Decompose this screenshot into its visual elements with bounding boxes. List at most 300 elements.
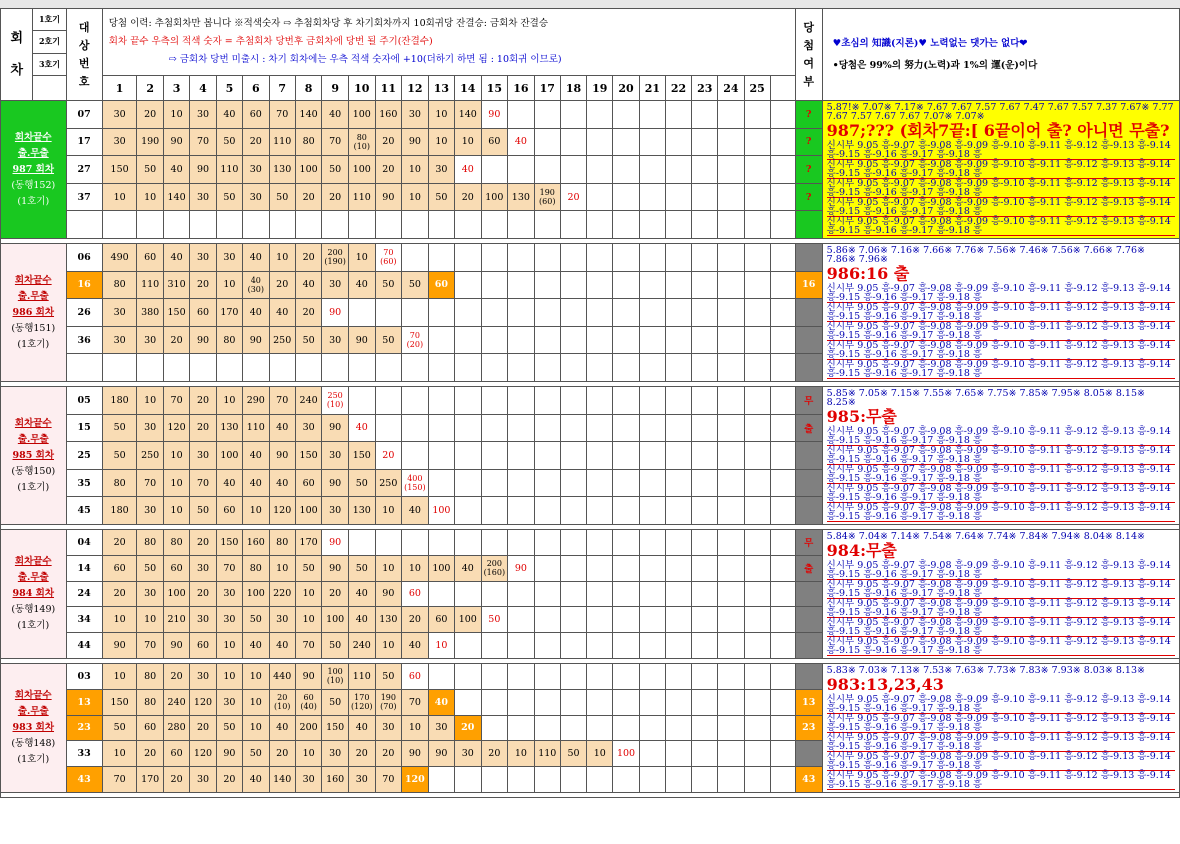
grid-cell: 30	[137, 497, 163, 525]
grid-cell: 180	[102, 497, 137, 525]
info-small-text: 5.86※ 7.06※ 7.16※ 7.66※ 7.76※ 7.56※ 7.46※ 7.56※ 7.66※ 7.76※ 7.86※ 7.96※	[826, 245, 1145, 265]
grid-cell: 50	[322, 689, 349, 715]
grid-cell-empty	[428, 469, 454, 497]
info-small-text: 5.83※ 7.03※ 7.13※ 7.53※ 7.63※ 7.73※ 7.83※ 7.93※ 8.03※ 8.13※	[826, 665, 1145, 676]
grid-cell: 60	[402, 664, 429, 690]
grid-cell: 30	[243, 156, 269, 184]
grid-cell-empty	[770, 387, 795, 415]
grid-cell-empty	[744, 497, 770, 525]
grid-cell-empty	[718, 414, 744, 442]
grid-cell	[402, 469, 429, 497]
grid-cell: 120	[190, 689, 216, 715]
grid-cell: 170	[137, 767, 163, 793]
grid-cell-empty	[692, 414, 718, 442]
grid-cell: 140	[163, 183, 189, 211]
grid-cell: 40	[295, 271, 321, 299]
grid-cell: 10	[428, 101, 454, 129]
grid-cell: 30	[190, 101, 216, 129]
grid-cell: 20	[190, 530, 216, 556]
grid-cell: 150	[216, 530, 242, 556]
grid-cell-empty	[718, 101, 744, 129]
grid-cell-empty	[770, 715, 795, 741]
info-line: 신시부 9.05 흥-9.07 흥-9.08 흥-9.09 흥-9.10 흥-9.11 흥-9.12 흥-9.13 흥-9.14 흥-9.15 흥-9.16 흥-9.17 흥-9.18 흥	[827, 341, 1175, 360]
header-note-1: 당첨 이력: 추첨회차만 봅니다 ※적색숫자 ⇨ 추첨회차당 후 차기회차까지 10회귀당 잔결승: 금회차 잔결승	[108, 18, 549, 29]
target-number-label-char: 상	[78, 38, 90, 52]
grid-cell-empty	[770, 354, 795, 382]
info-result: 983:13,23,43	[826, 675, 944, 694]
grid-cell: 50	[560, 741, 586, 767]
grid-cell-empty	[613, 442, 639, 470]
grid-cell: 20	[137, 741, 163, 767]
grid-cell-empty	[560, 442, 586, 470]
info-line: 신시부 9.05 흥-9.07 흥-9.08 흥-9.09 흥-9.10 흥-9.11 흥-9.12 흥-9.13 흥-9.14 흥-9.15 흥-9.16 흥-9.17 흥-9.18 흥	[827, 303, 1175, 322]
result-cell: ?	[795, 101, 822, 129]
target-number: 25	[66, 442, 102, 470]
grid-cell-empty	[692, 607, 718, 633]
target-number: 34	[66, 607, 102, 633]
info-line: 신시부 9.05 흥-9.07 흥-9.08 흥-9.09 흥-9.10 흥-9.11 흥-9.12 흥-9.13 흥-9.14 흥-9.15 흥-9.16 흥-9.17 흥-9.18 흥	[827, 714, 1175, 733]
grid-cell: 140	[269, 767, 295, 793]
cell-subvalue: (10)	[326, 400, 344, 410]
grid-cell: 60	[190, 633, 216, 659]
cell-subvalue: (10)	[353, 141, 370, 151]
grid-cell	[322, 387, 349, 415]
grid-cell: 160	[243, 530, 269, 556]
grid-cell: 30	[190, 664, 216, 690]
grid-cell: 180	[102, 387, 137, 415]
grid-cell-empty	[613, 664, 639, 690]
grid-cell-empty	[560, 414, 586, 442]
grid-cell-empty	[665, 741, 691, 767]
grid-cell: 50	[402, 271, 429, 299]
grid-cell-empty	[455, 633, 481, 659]
grid-cell: 100	[348, 156, 375, 184]
grid-cell: 150	[322, 715, 349, 741]
grid-cell-empty	[348, 211, 375, 239]
grid-cell-empty	[375, 299, 401, 327]
grid-cell: 170	[216, 299, 242, 327]
cell-subvalue: (60)	[539, 197, 556, 207]
column-number: 15	[481, 76, 508, 101]
grid-cell-empty	[137, 354, 163, 382]
column-number: 2	[137, 76, 163, 101]
grid-cell-empty	[692, 156, 718, 184]
grid-cell-empty	[744, 414, 770, 442]
grid-cell-empty	[692, 101, 718, 129]
grid-cell-empty	[718, 271, 744, 299]
grid-cell: 50	[216, 183, 242, 211]
grid-cell-empty	[481, 715, 508, 741]
grid-cell-empty	[744, 101, 770, 129]
grid-cell-empty	[613, 633, 639, 659]
header-note-3: ⇨ 금회차 당번 미출시 : 차기 회차에는 우측 적색 숫자에 +10(더하기 하면 됨 : 10회귀 이므로)	[168, 54, 562, 65]
grid-cell-empty	[718, 211, 744, 239]
grid-cell: 140	[455, 101, 481, 129]
grid-cell-empty	[744, 271, 770, 299]
grid-cell: 20	[560, 183, 586, 211]
grid-cell-empty	[744, 581, 770, 607]
grid-cell-empty	[744, 530, 770, 556]
grid-cell: 10	[102, 607, 137, 633]
grid-cell: 40	[216, 469, 242, 497]
grid-cell-empty	[639, 387, 665, 415]
grid-cell-empty	[718, 741, 744, 767]
grid-cell: 10	[137, 387, 163, 415]
grid-cell: 310	[163, 271, 189, 299]
grid-cell-empty	[534, 664, 560, 690]
grid-cell-empty	[613, 767, 639, 793]
grid-cell-empty	[692, 299, 718, 327]
target-number-empty	[66, 354, 102, 382]
grid-cell: 90	[190, 326, 216, 354]
grid-cell-empty	[639, 211, 665, 239]
grid-cell-empty	[718, 326, 744, 354]
grid-cell-empty	[295, 211, 321, 239]
grid-cell: 10	[243, 497, 269, 525]
grid-cell: 10	[295, 581, 321, 607]
round-label-line: 출.무출	[17, 147, 49, 159]
grid-cell-empty	[508, 211, 534, 239]
grid-cell: 20	[190, 715, 216, 741]
grid-cell-empty	[508, 715, 534, 741]
grid-cell: 40	[243, 299, 269, 327]
grid-cell-empty	[692, 211, 718, 239]
grid-cell-empty	[322, 211, 349, 239]
grid-cell: 60	[137, 244, 163, 272]
grid-cell: 90	[375, 581, 401, 607]
grid-cell-empty	[455, 414, 481, 442]
grid-cell-empty	[455, 299, 481, 327]
grid-cell: 50	[243, 741, 269, 767]
grid-cell: 50	[216, 715, 242, 741]
grid-cell-empty	[639, 299, 665, 327]
target-number: 35	[66, 469, 102, 497]
grid-cell-empty	[665, 767, 691, 793]
grid-cell-empty	[375, 414, 401, 442]
grid-cell-empty	[613, 101, 639, 129]
grid-cell: 20	[375, 741, 401, 767]
grid-cell-empty	[587, 271, 613, 299]
grid-cell-empty	[560, 244, 586, 272]
grid-cell-empty	[639, 354, 665, 382]
result-cell	[795, 469, 822, 497]
grid-cell: 30	[269, 607, 295, 633]
round-label-line: 회차끝수	[14, 274, 52, 286]
round-label-line: 983 회차	[12, 722, 55, 733]
grid-cell-empty	[770, 530, 795, 556]
grid-cell: 40	[243, 469, 269, 497]
machine-label: 1호기	[33, 9, 66, 31]
grid-cell-empty	[718, 128, 744, 156]
grid-cell: 90	[269, 442, 295, 470]
grid-cell-empty	[534, 442, 560, 470]
grid-cell: 120	[163, 414, 189, 442]
grid-cell	[375, 244, 401, 272]
grid-cell-empty	[639, 469, 665, 497]
grid-cell-empty	[692, 497, 718, 525]
grid-cell-empty	[770, 469, 795, 497]
grid-cell-empty	[770, 607, 795, 633]
grid-cell-empty	[770, 555, 795, 581]
grid-cell: 30	[455, 741, 481, 767]
grid-cell-empty	[613, 387, 639, 415]
grid-cell-empty	[587, 442, 613, 470]
grid-cell-empty	[718, 156, 744, 184]
grid-cell: 150	[295, 442, 321, 470]
grid-cell-empty	[665, 715, 691, 741]
grid-cell-empty	[481, 497, 508, 525]
grid-cell: 10	[216, 387, 242, 415]
target-number: 33	[66, 741, 102, 767]
grid-cell-empty	[587, 183, 613, 211]
grid-cell-empty	[428, 354, 454, 382]
grid-cell-empty	[718, 469, 744, 497]
grid-cell-empty	[481, 442, 508, 470]
column-number: 18	[560, 76, 586, 101]
result-cell	[795, 607, 822, 633]
grid-cell: 70	[137, 633, 163, 659]
result-cell: 무	[795, 387, 822, 415]
grid-cell-empty	[718, 555, 744, 581]
round-label-line: 출.무출	[17, 706, 49, 717]
grid-cell-empty	[587, 607, 613, 633]
grid-cell-empty	[560, 128, 586, 156]
info-line: 신시부 9.05 흥-9.07 흥-9.08 흥-9.09 흥-9.10 흥-9.11 흥-9.12 흥-9.13 흥-9.14 흥-9.15 흥-9.16 흥-9.17 흥-9.18 흥	[827, 561, 1175, 580]
target-number: 13	[66, 689, 102, 715]
grid-cell: 40	[455, 156, 481, 184]
grid-cell: 40	[243, 767, 269, 793]
grid-cell-empty	[639, 689, 665, 715]
result-cell: 13	[795, 689, 822, 715]
grid-cell: 100	[481, 183, 508, 211]
result-cell: 43	[795, 767, 822, 793]
grid-cell: 40	[508, 128, 534, 156]
grid-cell: 20	[269, 741, 295, 767]
column-number: 10	[348, 76, 375, 101]
grid-cell-empty	[613, 354, 639, 382]
grid-cell: 10	[402, 555, 429, 581]
grid-cell: 70	[375, 767, 401, 793]
grid-cell-empty	[613, 211, 639, 239]
grid-cell-empty	[269, 354, 295, 382]
cell-subvalue: (10)	[273, 702, 291, 712]
grid-cell-empty	[455, 271, 481, 299]
grid-cell-empty	[428, 299, 454, 327]
grid-cell: 110	[269, 128, 295, 156]
round-label-line: 출.무출	[17, 572, 49, 583]
grid-cell-empty	[560, 497, 586, 525]
grid-cell: 190	[137, 128, 163, 156]
grid-cell-empty	[587, 715, 613, 741]
grid-cell-empty	[560, 101, 586, 129]
grid-cell-empty	[243, 211, 269, 239]
grid-cell-empty	[718, 633, 744, 659]
grid-cell-empty	[692, 767, 718, 793]
grid-cell	[348, 689, 375, 715]
grid-cell-empty	[455, 767, 481, 793]
grid-cell-empty	[718, 767, 744, 793]
grid-cell: 50	[375, 271, 401, 299]
grid-cell-empty	[639, 715, 665, 741]
grid-cell-empty	[744, 156, 770, 184]
cell-value: 170	[354, 693, 370, 703]
grid-cell-empty	[639, 581, 665, 607]
column-number: 1	[102, 76, 137, 101]
grid-cell-empty	[455, 244, 481, 272]
grid-cell: 110	[348, 664, 375, 690]
result-cell	[795, 299, 822, 327]
target-number: 26	[66, 299, 102, 327]
grid-cell: 250	[375, 469, 401, 497]
grid-cell: 90	[322, 299, 349, 327]
grid-cell: 60	[295, 469, 321, 497]
grid-cell: 20	[243, 128, 269, 156]
grid-cell-empty	[534, 633, 560, 659]
grid-cell-empty	[560, 387, 586, 415]
grid-cell: 30	[216, 581, 242, 607]
cell-value: 200	[486, 559, 502, 569]
cell-subvalue: (60)	[380, 257, 397, 267]
grid-cell-empty	[665, 530, 691, 556]
info-line: 신시부 9.05 흥-9.07 흥-9.08 흥-9.09 흥-9.10 흥-9.11 흥-9.12 흥-9.13 흥-9.14 흥-9.15 흥-9.16 흥-9.17 흥-9.18 흥	[827, 599, 1175, 618]
grid-cell: 10	[348, 244, 375, 272]
motto-line-1: ♥초심의 知識(지론)♥ 노력없는 댓가는 없다❤	[832, 37, 1028, 49]
info-line: 신시부 9.05 흥-9.07 흥-9.08 흥-9.09 흥-9.10 흥-9.11 흥-9.12 흥-9.13 흥-9.14 흥-9.15 흥-9.16 흥-9.17 흥-9.18 흥	[827, 733, 1175, 752]
grid-cell-empty	[402, 414, 429, 442]
grid-cell: 10	[243, 689, 269, 715]
grid-cell: 20	[137, 101, 163, 129]
grid-cell: 20	[295, 183, 321, 211]
grid-cell-empty	[455, 581, 481, 607]
grid-cell: 10	[402, 715, 429, 741]
grid-cell-empty	[455, 664, 481, 690]
grid-cell-empty	[587, 354, 613, 382]
grid-cell: 30	[190, 183, 216, 211]
grid-cell: 40	[322, 101, 349, 129]
grid-cell: 30	[216, 689, 242, 715]
grid-cell: 90	[163, 128, 189, 156]
grid-cell-empty	[613, 299, 639, 327]
grid-cell-empty	[560, 555, 586, 581]
target-number: 07	[66, 101, 102, 129]
grid-cell: 30	[402, 101, 429, 129]
grid-cell-empty	[455, 530, 481, 556]
column-number: 5	[216, 76, 242, 101]
grid-cell-empty	[718, 354, 744, 382]
grid-cell-empty	[587, 128, 613, 156]
result-label	[795, 9, 822, 101]
cell-subvalue: (40)	[300, 702, 317, 712]
grid-cell: 10	[163, 497, 189, 525]
grid-cell-empty	[665, 299, 691, 327]
grid-cell	[322, 664, 349, 690]
grid-cell: 90	[216, 741, 242, 767]
grid-cell: 10	[295, 741, 321, 767]
cell-subvalue: (30)	[247, 284, 264, 294]
grid-cell-empty	[508, 354, 534, 382]
grid-cell: 50	[322, 633, 349, 659]
grid-cell: 30	[295, 414, 321, 442]
info-line: 신시부 9.05 흥-9.07 흥-9.08 흥-9.09 흥-9.10 흥-9.11 흥-9.12 흥-9.13 흥-9.14 흥-9.15 흥-9.16 흥-9.17 흥-9.18 흥	[827, 580, 1175, 599]
grid-cell	[402, 326, 429, 354]
grid-cell-empty	[455, 689, 481, 715]
round-label-line: 회차끝수	[14, 690, 52, 701]
target-number: 45	[66, 497, 102, 525]
grid-cell-empty	[665, 442, 691, 470]
grid-cell-empty	[665, 555, 691, 581]
grid-cell: 100	[455, 607, 481, 633]
grid-cell: 40	[269, 414, 295, 442]
grid-cell-empty	[428, 442, 454, 470]
grid-cell: 90	[102, 633, 137, 659]
grid-cell-empty	[692, 271, 718, 299]
grid-cell: 110	[534, 741, 560, 767]
grid-cell-empty	[508, 689, 534, 715]
round-label-line: (1호기)	[17, 195, 50, 207]
grid-cell-empty	[508, 271, 534, 299]
grid-cell-empty	[481, 689, 508, 715]
target-number-label-char: 대	[78, 20, 90, 34]
grid-cell: 40	[348, 581, 375, 607]
grid-cell: 20	[481, 741, 508, 767]
result-cell-empty	[795, 211, 822, 239]
grid-cell-empty	[665, 664, 691, 690]
grid-cell-empty	[560, 469, 586, 497]
grid-cell-empty	[613, 555, 639, 581]
cell-value: 60	[303, 693, 314, 703]
grid-cell-empty	[428, 211, 454, 239]
grid-cell-empty	[560, 767, 586, 793]
target-number: 37	[66, 183, 102, 211]
grid-cell-empty	[770, 741, 795, 767]
grid-cell-empty	[587, 326, 613, 354]
round-label-line: 986 회차	[12, 306, 55, 318]
grid-cell-empty	[718, 664, 744, 690]
grid-cell-empty	[613, 156, 639, 184]
result-cell: 23	[795, 715, 822, 741]
grid-cell-empty	[665, 689, 691, 715]
grid-cell: 10	[269, 244, 295, 272]
column-number: 19	[587, 76, 613, 101]
grid-cell: 90	[243, 326, 269, 354]
target-number: 43	[66, 767, 102, 793]
grid-cell-empty	[692, 469, 718, 497]
grid-cell-empty	[718, 387, 744, 415]
cell-subvalue: (70)	[380, 702, 397, 712]
grid-cell: 70	[137, 469, 163, 497]
grid-cell: 60	[243, 101, 269, 129]
grid-cell: 70	[163, 387, 189, 415]
grid-cell: 10	[375, 555, 401, 581]
grid-cell-empty	[639, 555, 665, 581]
grid-cell-empty	[613, 607, 639, 633]
cell-value: 70	[409, 331, 420, 341]
grid-cell-empty	[481, 387, 508, 415]
grid-cell-empty	[508, 497, 534, 525]
result-cell	[795, 633, 822, 659]
header-notes	[102, 9, 795, 76]
grid-cell: 90	[295, 664, 321, 690]
grid-cell-empty	[402, 530, 429, 556]
grid-cell: 40	[348, 715, 375, 741]
grid-cell-empty	[534, 156, 560, 184]
info-line: 신시부 9.05 흥-9.07 흥-9.08 흥-9.09 흥-9.10 흥-9.11 흥-9.12 흥-9.13 흥-9.14 흥-9.15 흥-9.16 흥-9.17 흥-9.18 흥	[827, 484, 1175, 503]
grid-cell-empty	[534, 689, 560, 715]
target-number: 17	[66, 128, 102, 156]
grid-cell: 100	[322, 607, 349, 633]
grid-cell-empty	[587, 101, 613, 129]
grid-cell-empty	[639, 633, 665, 659]
